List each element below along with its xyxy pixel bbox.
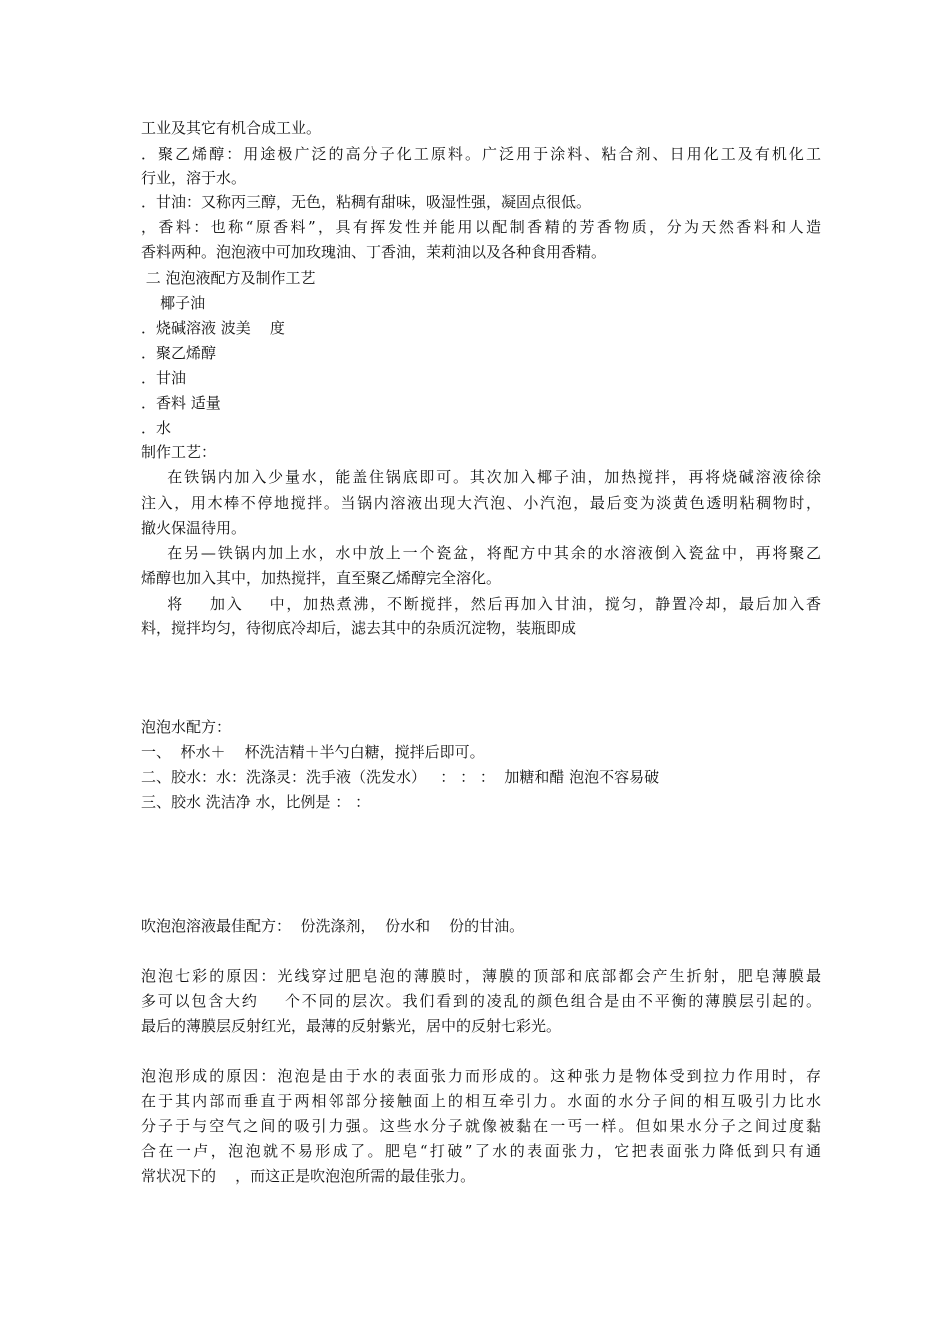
ingredient-line: ．水 <box>141 419 172 437</box>
ingredient-line: ．香料 适量 <box>141 394 221 412</box>
ingredient-line: ．聚乙烯醇 <box>141 344 217 362</box>
text-line: 泡泡七彩的原因：光线穿过肥皂泡的薄膜时，薄膜的顶部和底部都会产生折射，肥皂薄膜最 <box>141 967 821 985</box>
text-line: 在铁锅内加入少量水，能盖住锅底即可。其次加入椰子油，加热搅拌，再将烧碱溶液徐徐 <box>141 468 821 486</box>
text-line: 注入，用木棒不停地搅拌。当锅内溶液出现大汽泡、小汽泡，最后变为淡黄色透明粘稠物时， <box>141 494 821 512</box>
text-line: 最后的薄膜层反射红光，最薄的反射紫光，居中的反射七彩光。 <box>141 1017 562 1035</box>
text-line: ．甘油：又称丙三醇，无色，粘稠有甜味，吸湿性强，凝固点很低。 <box>141 193 592 211</box>
section-heading: 二 泡泡液配方及制作工艺 <box>141 269 316 287</box>
text-line: 工业及其它有机合成工业。 <box>141 119 322 137</box>
text-line: 烯醇也加入其中，加热搅拌，直至聚乙烯醇完全溶化。 <box>141 569 502 587</box>
text-line: 撤火保温待用。 <box>141 519 247 537</box>
text-line: 二、胶水：水：洗涤灵：洗手液（洗发水） ： ： ： 加糖和醋 泡泡不容易破 <box>141 768 660 786</box>
text-line: 合在一卢，泡泡就不易形成了。肥皂“打破”了水的表面张力，它把表面张力降低到只有通 <box>141 1142 821 1160</box>
text-line: 多可以包含大约 个不同的层次。我们看到的凌乱的颜色组合是由不平衡的薄膜层引起的。 <box>141 992 821 1010</box>
text-line: 吹泡泡溶液最佳配方： 份洗涤剂， 份水和 份的甘油。 <box>141 917 525 935</box>
ingredient-line: 椰子油 <box>141 294 206 312</box>
ingredient-line: ．甘油 <box>141 369 187 387</box>
text-line: 三、胶水 洗洁净 水，比例是 ： ： <box>141 793 371 811</box>
text-line: 常状况下的 ，而这正是吹泡泡所需的最佳张力。 <box>141 1167 476 1185</box>
text-line: 行业，溶于水。 <box>141 169 247 187</box>
ingredient-line: ．烧碱溶液 波美 度 <box>141 319 285 337</box>
text-line: 将 加入 中，加热煮沸，不断搅拌，然后再加入甘油，搅匀，静置冷却，最后加入香 <box>141 595 821 613</box>
text-line: ．聚乙烯醇：用途极广泛的高分子化工原料。广泛用于涂料、粘合剂、日用化工及有机化工 <box>141 145 821 163</box>
text-line: 一、 杯水＋ 杯洗洁精＋半勺白糖，搅拌后即可。 <box>141 743 485 761</box>
text-line: 分子于与空气之间的吸引力强。这些水分子就像被黏在一丐一样。但如果水分子之间过度黏 <box>141 1117 821 1135</box>
section-heading: 泡泡水配方： <box>141 718 232 736</box>
text-line: 香料两种。泡泡液中可加玫瑰油、丁香油，茉莉油以及各种食用香精。 <box>141 243 607 261</box>
text-line: 在另—铁锅内加上水，水中放上一个瓷盆，将配方中其余的水溶液倒入瓷盆中，再将聚乙 <box>141 544 821 562</box>
text-line: 泡泡形成的原因：泡泡是由于水的表面张力而形成的。这种张力是物体受到拉力作用时，存 <box>141 1067 821 1085</box>
text-line: 在于其内部而垂直于两相邻部分接触面上的相互牵引力。水面的水分子间的相互吸引力比水 <box>141 1092 821 1110</box>
section-heading: 制作工艺： <box>141 443 217 461</box>
text-line: ，香料：也称“原香料”，具有挥发性并能用以配制香精的芳香物质，分为天然香料和人造 <box>141 218 821 236</box>
text-line: 料，搅拌均匀，待彻底冷却后，滤去其中的杂质沉淀物，装瓶即成 <box>141 619 577 637</box>
